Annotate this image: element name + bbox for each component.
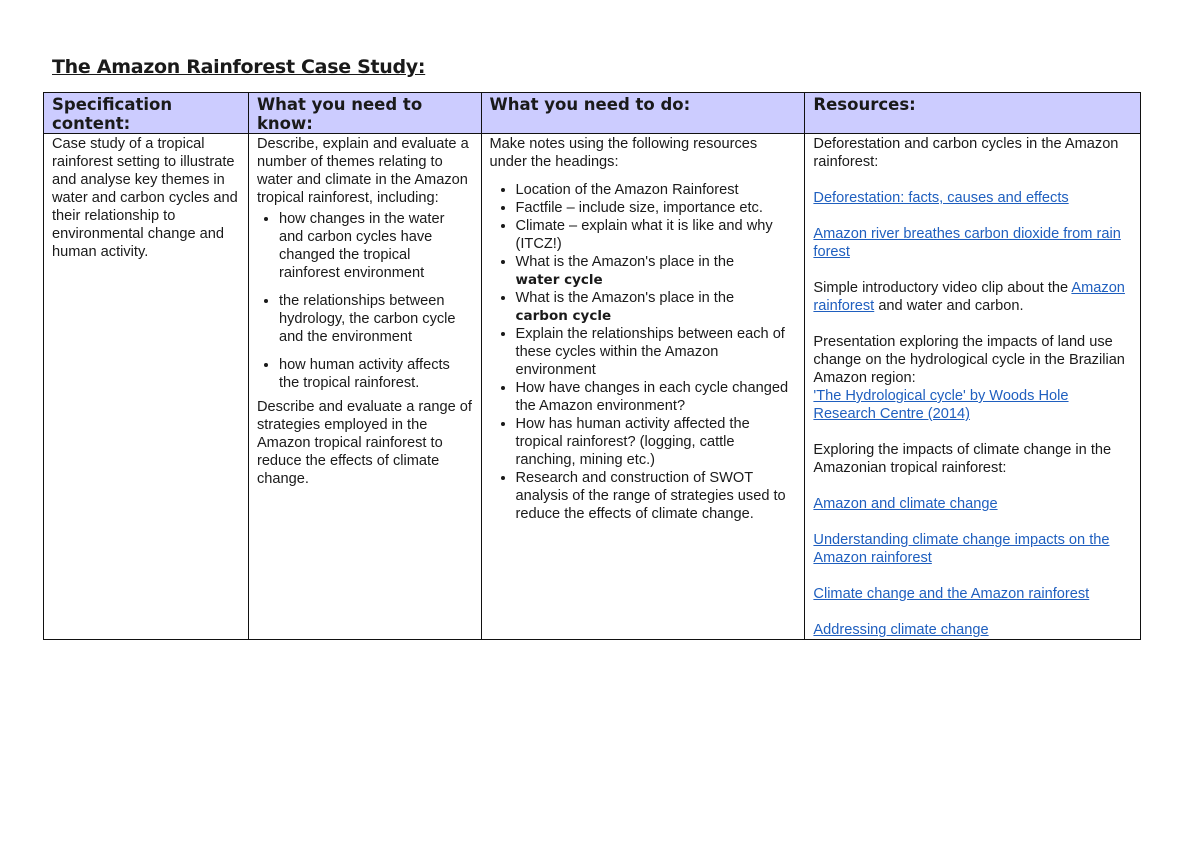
resources-cell xyxy=(805,134,1141,640)
link-amazon-video[interactable]: Amazon rainforest xyxy=(813,280,1125,314)
video-text-before: Simple introductory video clip about the xyxy=(813,280,1069,296)
header-specification: Specification content: xyxy=(44,93,249,134)
do-item: • How have changes in each cycle changed the Amazon environment? xyxy=(516,379,797,415)
do-item: • Factfile – include size, importance etc. xyxy=(516,199,797,217)
know-point: • the relationships between hydrology, the carbon cycle and the environment xyxy=(279,292,473,346)
video-text-after: and water and carbon. xyxy=(878,298,1024,314)
link-deforestation[interactable]: Deforestation: facts, causes and effects xyxy=(813,190,1069,206)
do-item-text: What is the Amazon's place in the xyxy=(515,254,735,270)
link-amazon-climate[interactable]: Amazon and climate change xyxy=(813,496,998,512)
specification-text: Case study of a tropical rainforest setting to illustrate and analyse key themes in water and carbon cycles and their relationship to environmental change and human activity. xyxy=(52,136,238,260)
link-hydrological-cycle[interactable]: 'The Hydrological cycle' by Woods Hole Research Centre (2014) xyxy=(813,388,1069,422)
do-item: • Research and construction of SWOT analysis of the range of strategies used to reduce the effects of climate change. xyxy=(516,469,797,523)
do-item: • Climate – explain what it is like and why (ITCZ!) xyxy=(516,217,797,253)
do-item: • Location of the Amazon Rainforest xyxy=(516,181,797,199)
link-river-carbon[interactable]: Amazon river breathes carbon dioxide from rain forest xyxy=(813,226,1121,260)
know-cell xyxy=(248,134,481,640)
header-know: What you need to know: xyxy=(248,93,481,134)
case-study-table xyxy=(43,92,1141,640)
know-point: • how human activity affects the tropical rainforest. xyxy=(279,356,473,392)
presentation-text: Presentation exploring the impacts of land use change on the hydrological cycle in the Brazilian Amazon region: xyxy=(813,334,1125,386)
know-list xyxy=(257,210,473,392)
link-climate-rainforest[interactable]: Climate change and the Amazon rainforest xyxy=(813,586,1090,602)
resources-intro: Deforestation and carbon cycles in the Amazon rainforest: xyxy=(813,136,1119,170)
do-item-text: What is the Amazon's place in the xyxy=(515,290,735,306)
know-intro: Describe, explain and evaluate a number of themes relating to water and climate in the Amazon tropical rainforest, including: xyxy=(256,136,469,206)
know-point: • how changes in the water and carbon cycles have changed the tropical rainforest environment xyxy=(279,210,473,282)
do-item: • Explain the relationships between each of these cycles within the Amazon environment xyxy=(516,325,797,379)
header-resources: Resources: xyxy=(805,93,1141,134)
do-intro: Make notes using the following resources under the headings: xyxy=(489,136,758,170)
climate-intro: Exploring the impacts of climate change in the Amazonian tropical rainforest: xyxy=(813,442,1112,476)
do-item: • How has human activity affected the tropical rainforest? (logging, cattle ranching, mining etc.) xyxy=(516,415,797,469)
specification-cell xyxy=(44,134,249,640)
do-cell xyxy=(481,134,805,640)
know-closing: Describe and evaluate a range of strategies employed in the Amazon tropical rainforest to reduce the effects of climate change. xyxy=(256,399,472,487)
link-understanding-climate[interactable]: Understanding climate change impacts on the Amazon rainforest xyxy=(813,532,1110,566)
table-row xyxy=(44,134,1141,640)
do-item xyxy=(516,253,797,289)
table-header-row xyxy=(44,93,1141,134)
water-cycle-term: water cycle xyxy=(515,272,603,288)
carbon-cycle-term: carbon cycle xyxy=(515,308,612,324)
header-do: What you need to do: xyxy=(481,93,805,134)
do-list xyxy=(490,181,797,523)
video-description xyxy=(813,279,1132,315)
link-addressing-climate[interactable]: Addressing climate change xyxy=(813,622,989,638)
do-item xyxy=(516,289,797,325)
page-title: The Amazon Rainforest Case Study: xyxy=(52,56,426,78)
